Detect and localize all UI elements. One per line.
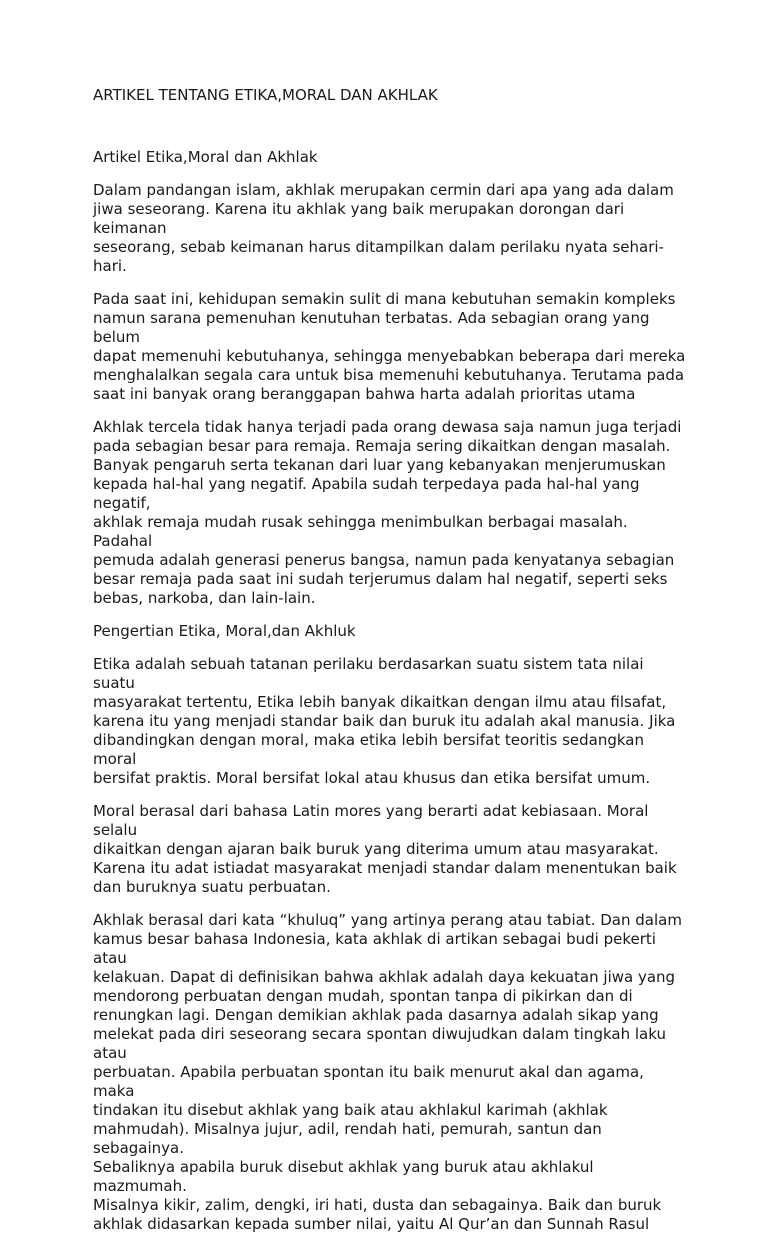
paragraph-moral: Moral berasal dari bahasa Latin mores yang berarti adat kebiasaan. Moral selalu dikaitkan dengan ajaran baik buruk yang diterima umum atau masyarakat. Karena itu adat istiadat masyarakat menjadi standar dalam menentukan baik dan buruknya suatu perbuatan. (93, 802, 677, 896)
document-body (93, 86, 689, 1234)
paragraph-intro-1: Dalam pandangan islam, akhlak merupakan cermin dari apa yang ada dalam jiwa seseorang. Karena itu akhlak yang baik merupakan dorongan dari keimanan seseorang, sebab keimanan harus ditampilkan dalam perilaku nyata sehari-hari. (93, 181, 674, 275)
paragraph-etika: Etika adalah sebuah tatanan perilaku berdasarkan suatu sistem tata nilai suatu masyarakat tertentu, Etika lebih banyak dikaitkan dengan ilmu atau filsafat, karena itu yang menjadi standar baik dan buruk itu adalah akal manusia. Jika dibandingkan dengan moral, maka etika lebih bersifat teoritis sedangkan moral bersifat praktis. Moral bersifat lokal atau khusus dan etika bersifat umum. (93, 655, 676, 787)
page-title: ARTIKEL TENTANG ETIKA,MORAL DAN AKHLAK (93, 86, 438, 104)
paragraph-intro-2: Pada saat ini, kehidupan semakin sulit di mana kebutuhan semakin kompleks namun sarana pemenuhan kenutuhan terbatas. Ada sebagian orang yang belum dapat memenuhi kebutuhanya, sehingga menyebabkan beberapa dari mereka menghalalkan segala cara untuk bisa memenuhi kebutuhanya. Terutama pada saat ini banyak orang beranggapan bahwa harta adalah prioritas utama (93, 290, 686, 403)
paragraph-akhlak: Akhlak berasal dari kata “khuluq” yang artinya perang atau tabiat. Dan dalam kamus besar bahasa Indonesia, kata akhlak di artikan sebagai budi pekerti atau kelakuan. Dapat di definisikan bahwa akhlak adalah daya kekuatan jiwa yang mendorong perbuatan dengan mudah, spontan tanpa di pikirkan dan di renungkan lagi. Dengan demikian akhlak pada dasarnya adalah sikap yang melekat pada diri seseorang secara spontan diwujudkan dalam tingkah laku atau perbuatan. Apabila perbuatan spontan itu baik menurut akal dan agama, maka tindakan itu disebut akhlak yang baik atau akhlakul karimah (akhlak mahmudah). Misalnya jujur, adil, rendah hati, pemurah, santun dan sebagainya. Sebaliknya apabila buruk disebut akhlak yang buruk atau akhlakul mazmumah. Misalnya kikir, zalim, dengki, iri hati, dusta dan sebagainya. Baik dan buruk akhlak didasarkan kepada sumber nilai, yaitu Al Qur’an dan Sunnah Rasul (93, 911, 682, 1233)
section-heading-definitions: Pengertian Etika, Moral,dan Akhluk (93, 622, 356, 640)
article-subtitle: Artikel Etika,Moral dan Akhlak (93, 148, 318, 166)
paragraph-intro-3: Akhlak tercela tidak hanya terjadi pada orang dewasa saja namun juga terjadi pada sebagian besar para remaja. Remaja sering dikaitkan dengan masalah. Banyak pengaruh serta tekanan dari luar yang kebanyakan menjerumuskan kepada hal-hal yang negatif. Apabila sudah terpedaya pada hal-hal yang negatif, akhlak remaja mudah rusak sehingga menimbulkan berbagai masalah. Padahal pemuda adalah generasi penerus bangsa, namun pada kenyatanya sebagian besar remaja pada saat ini sudah terjerumus dalam hal negatif, seperti seks bebas, narkoba, dan lain-lain. (93, 418, 682, 607)
